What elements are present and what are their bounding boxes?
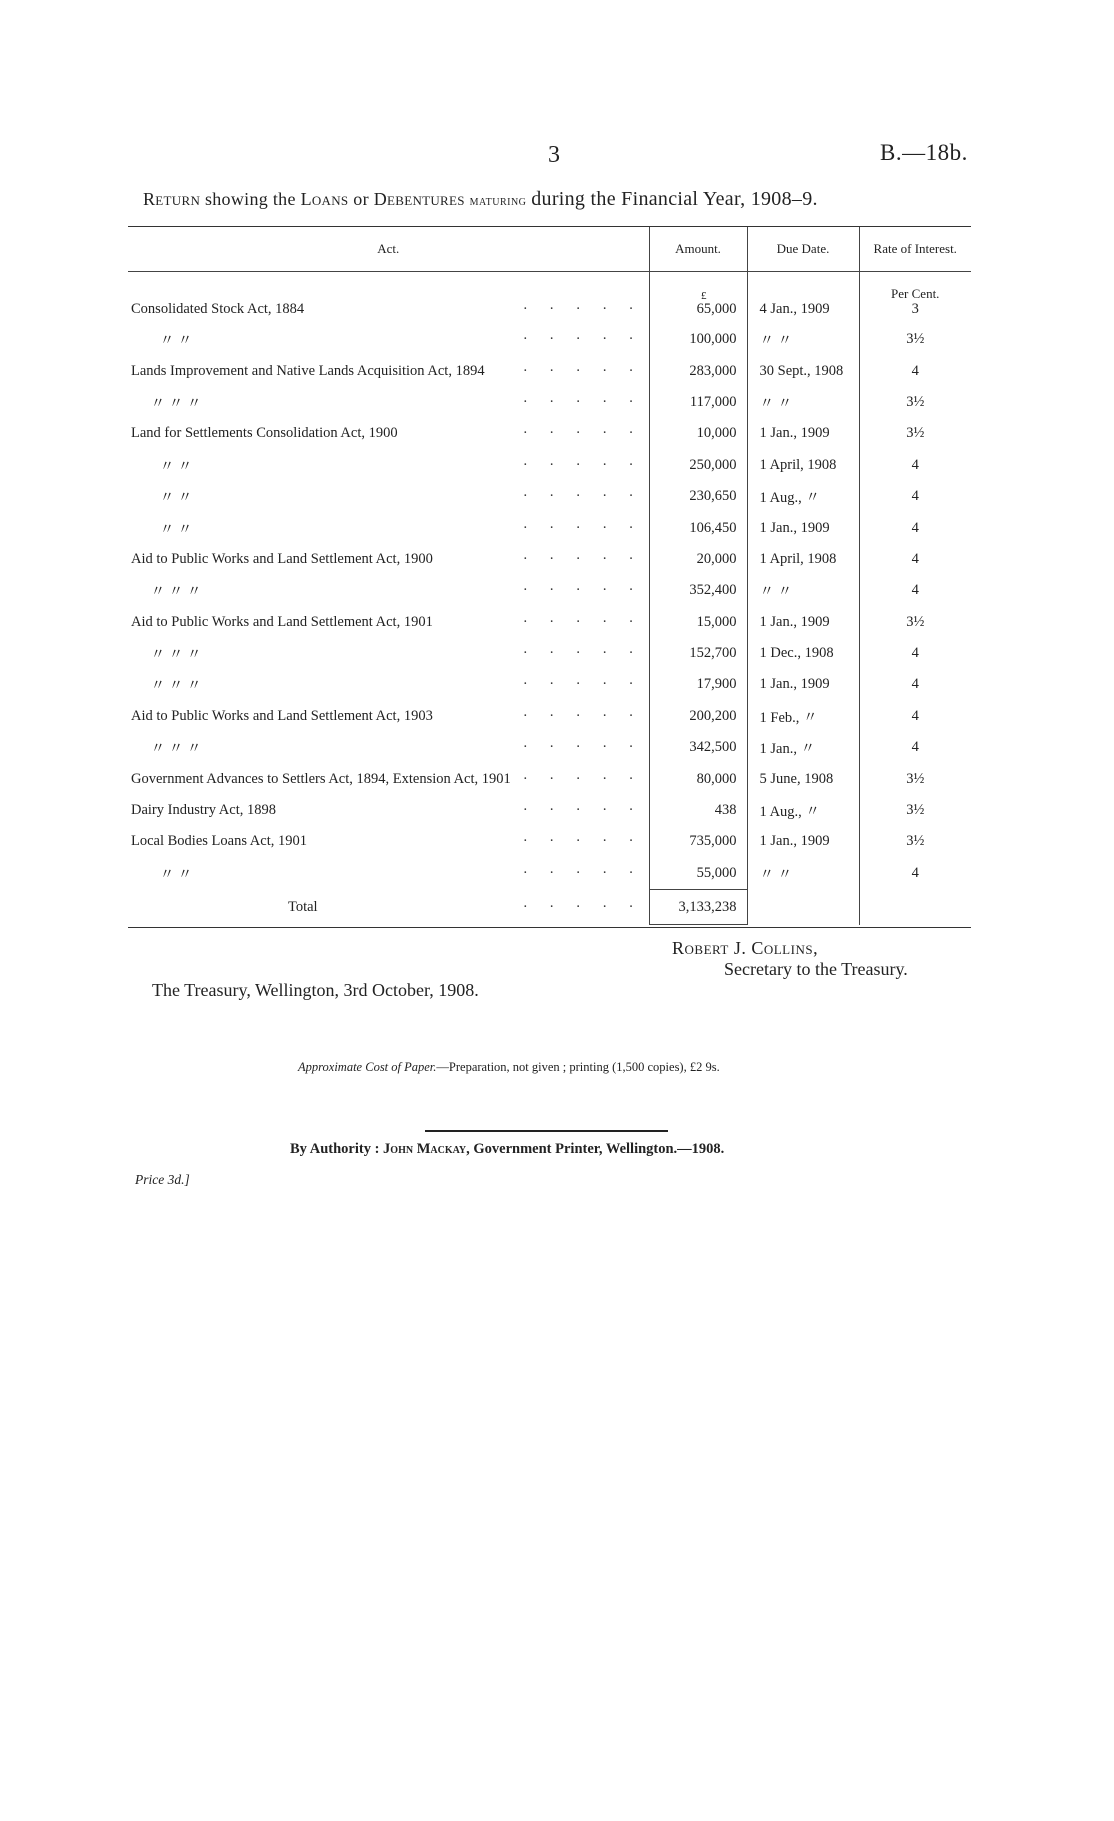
leader-dots: · · · · · — [522, 331, 643, 348]
total-label: Total — [288, 898, 318, 915]
due-date-cell — [747, 826, 859, 857]
amount-value: 65,000 — [696, 301, 737, 317]
amount-cell — [649, 826, 747, 857]
act-cell — [128, 638, 649, 669]
table-row — [128, 795, 971, 826]
table-row — [128, 638, 971, 669]
amount-cell — [649, 795, 747, 826]
rate-cell — [859, 355, 971, 386]
amount-value: 283,000 — [689, 362, 737, 379]
leader-dots: · · · · · — [522, 488, 643, 505]
act-cell — [128, 669, 649, 700]
rate-cell — [859, 826, 971, 857]
act-cell — [128, 607, 649, 638]
act-name: Land for Settlements Consolidation Act, 1900 — [131, 425, 398, 442]
rate-value: 3½ — [906, 331, 925, 348]
rate-value: 3½ — [906, 393, 925, 410]
act-name: 〃 〃 — [159, 867, 193, 884]
rate-unit: Per Cent. — [891, 286, 940, 301]
act-cell — [128, 763, 649, 794]
act-cell — [128, 450, 649, 481]
amount-cell — [649, 355, 747, 386]
amount-value: 106,450 — [689, 519, 737, 536]
rate-cell — [859, 575, 971, 606]
signatory-role: Secretary to the Treasury. — [724, 959, 908, 979]
table-row — [128, 858, 971, 890]
act-name: Local Bodies Loans Act, 1901 — [131, 833, 307, 850]
due-date-cell — [747, 732, 859, 763]
amount-cell — [649, 387, 747, 418]
price: Price 3d.] — [135, 1172, 190, 1187]
rate-value: 4 — [911, 362, 919, 379]
rate-cell — [859, 669, 971, 700]
leader-dots: · · · · · — [522, 550, 643, 567]
rate-cell — [859, 481, 971, 512]
table-row — [128, 481, 971, 512]
act-name: 〃 〃 〃 — [150, 584, 202, 601]
due-date-cell — [747, 512, 859, 543]
rate-value: 4 — [911, 519, 919, 536]
title-word: Return — [143, 189, 201, 209]
rate-cell — [859, 450, 971, 481]
act-cell — [128, 858, 649, 890]
rate-cell — [859, 763, 971, 794]
total-amount: 3,133,238 — [678, 898, 737, 915]
act-name: 〃 〃 — [159, 521, 193, 538]
act-cell — [128, 272, 649, 324]
rate-value: 4 — [911, 582, 919, 599]
due-date-cell — [747, 355, 859, 386]
title-word: or — [353, 189, 369, 209]
rate-cell — [859, 795, 971, 826]
place-date: The Treasury, Wellington, 3rd October, 1908. — [152, 980, 479, 1000]
title-word: showing the — [204, 189, 296, 209]
amount-cell — [649, 858, 747, 890]
rate-value: 3½ — [906, 425, 925, 442]
due-date-value: 〃 〃 — [759, 584, 793, 601]
amount-value: 230,650 — [689, 488, 737, 505]
rate-value: 4 — [911, 488, 919, 505]
amount-value: 250,000 — [689, 456, 737, 473]
act-name: Aid to Public Works and Land Settlement Act, 1901 — [131, 613, 433, 630]
due-date-cell — [747, 544, 859, 575]
due-date-cell — [747, 795, 859, 826]
leader-dots: · · · · · — [522, 582, 643, 599]
table-row — [128, 418, 971, 449]
column-header-amount: Amount. — [649, 227, 747, 272]
leader-dots: · · · · · — [522, 898, 643, 915]
due-date-cell — [747, 418, 859, 449]
amount-cell — [649, 418, 747, 449]
printer-name: John Mackay, — [383, 1141, 470, 1157]
title-word: during the Financial Year, 1908–9. — [531, 188, 818, 210]
leader-dots: · · · · · — [522, 362, 643, 379]
page-number: 3 — [548, 142, 560, 168]
amount-cell — [649, 638, 747, 669]
leader-dots: · · · · · — [522, 833, 643, 850]
due-date-value: 1 Dec., 1908 — [759, 645, 834, 662]
empty-cell — [859, 890, 971, 925]
due-date-value: 1 Jan., 1909 — [759, 613, 830, 630]
due-date-cell — [747, 450, 859, 481]
rate-value: 4 — [911, 676, 919, 693]
due-date-value: 1 Feb., 〃 — [759, 709, 818, 726]
table-row — [128, 575, 971, 606]
amount-cell — [649, 607, 747, 638]
rate-cell — [859, 732, 971, 763]
authority-prefix: By Authority : — [290, 1141, 380, 1157]
due-date-value: 1 Jan., 〃 — [759, 741, 816, 758]
table-row — [128, 512, 971, 543]
table-row — [128, 701, 971, 732]
rate-cell — [859, 272, 971, 324]
act-name: Consolidated Stock Act, 1884 — [131, 301, 305, 317]
table-title — [143, 188, 818, 211]
due-date-value: 30 Sept., 1908 — [759, 362, 844, 379]
due-date-value: 5 June, 1908 — [759, 770, 834, 787]
table-body — [128, 272, 971, 925]
cost-of-paper — [298, 1060, 720, 1075]
table-row — [128, 544, 971, 575]
due-date-cell — [747, 481, 859, 512]
table-bottom-rule — [128, 927, 971, 928]
amount-value: 438 — [714, 802, 737, 819]
column-header-act: Act. — [377, 241, 400, 256]
due-date-value: 1 Jan., 1909 — [759, 425, 830, 442]
rate-cell — [859, 607, 971, 638]
due-date-value: 1 Jan., 1909 — [759, 833, 830, 850]
amount-cell — [649, 669, 747, 700]
due-date-value: 4 Jan., 1909 — [759, 301, 830, 317]
amount-cell — [649, 575, 747, 606]
act-cell — [128, 575, 649, 606]
leader-dots: · · · · · — [522, 739, 643, 756]
due-date-value: 1 Jan., 1909 — [759, 519, 830, 536]
rate-value: 4 — [911, 645, 919, 662]
due-date-value: 1 Aug., 〃 — [759, 490, 820, 507]
due-date-value: 〃 〃 — [759, 395, 793, 412]
due-date-value: 1 Jan., 1909 — [759, 676, 830, 693]
amount-cell — [649, 732, 747, 763]
amount-cell — [649, 544, 747, 575]
act-name: Aid to Public Works and Land Settlement Act, 1903 — [131, 707, 433, 724]
amount-cell — [649, 481, 747, 512]
rate-value: 3½ — [906, 770, 925, 787]
act-name: 〃 〃 — [159, 490, 193, 507]
amount-value: 117,000 — [689, 393, 737, 410]
title-word: Loans — [300, 189, 349, 209]
due-date-value: 1 April, 1908 — [759, 550, 837, 567]
amount-value: 352,400 — [689, 582, 737, 599]
table-row — [128, 826, 971, 857]
due-date-cell — [747, 387, 859, 418]
amount-value: 20,000 — [696, 550, 737, 567]
rate-value: 3½ — [906, 833, 925, 850]
act-name: Dairy Industry Act, 1898 — [131, 802, 276, 819]
due-date-cell — [747, 701, 859, 732]
act-name: Lands Improvement and Native Lands Acquisition Act, 1894 — [131, 362, 485, 379]
act-name: 〃 〃 〃 — [150, 741, 202, 758]
total-row — [128, 890, 971, 925]
rate-value: 4 — [911, 456, 919, 473]
act-cell — [128, 512, 649, 543]
column-header-due-date: Due Date. — [747, 227, 859, 272]
act-cell — [128, 355, 649, 386]
rate-cell — [859, 638, 971, 669]
cost-text: —Preparation, not given ; printing (1,500 copies), £2 9s. — [436, 1060, 720, 1074]
act-cell — [128, 544, 649, 575]
rate-value: 3½ — [906, 613, 925, 630]
act-cell — [128, 387, 649, 418]
table-row — [128, 732, 971, 763]
amount-value: 735,000 — [689, 833, 737, 850]
due-date-cell — [747, 272, 859, 324]
due-date-value: 〃 〃 — [759, 867, 793, 884]
act-cell — [128, 732, 649, 763]
due-date-value: 1 April, 1908 — [759, 456, 837, 473]
table-row — [128, 450, 971, 481]
due-date-cell — [747, 607, 859, 638]
act-name: Government Advances to Settlers Act, 1894, Extension Act, 1901 — [131, 770, 511, 787]
amount-value: 200,200 — [689, 707, 737, 724]
title-word: Debentures — [373, 189, 465, 209]
due-date-value: 〃 〃 — [759, 333, 793, 350]
act-cell — [128, 481, 649, 512]
amount-cell — [649, 272, 747, 324]
amount-value: 152,700 — [689, 645, 737, 662]
act-name: 〃 〃 〃 — [150, 678, 202, 695]
leader-dots: · · · · · — [522, 301, 643, 317]
due-date-cell — [747, 638, 859, 669]
leader-dots: · · · · · — [522, 613, 643, 630]
due-date-value: 1 Aug., 〃 — [759, 804, 820, 821]
amount-value: 100,000 — [689, 331, 737, 348]
act-cell — [128, 418, 649, 449]
table-row — [128, 272, 971, 324]
authority-rule — [425, 1130, 668, 1132]
leader-dots: · · · · · — [522, 456, 643, 473]
table-row — [128, 324, 971, 355]
total-amount-cell — [649, 890, 747, 925]
loans-table-container — [128, 226, 971, 925]
column-header-rate: Rate of Interest. — [859, 227, 971, 272]
amount-value: 10,000 — [696, 425, 737, 442]
authority-suffix: Government Printer, Wellington.—1908. — [473, 1141, 725, 1157]
act-cell — [128, 795, 649, 826]
leader-dots: · · · · · — [522, 865, 643, 882]
rate-value: 4 — [911, 865, 919, 882]
due-date-cell — [747, 763, 859, 794]
leader-dots: · · · · · — [522, 519, 643, 536]
table-row — [128, 763, 971, 794]
amount-value: 80,000 — [696, 770, 737, 787]
act-name: 〃 〃 〃 — [150, 647, 202, 664]
total-label-cell — [128, 890, 649, 925]
due-date-cell — [747, 575, 859, 606]
rate-value: 3½ — [906, 802, 925, 819]
amount-cell — [649, 763, 747, 794]
rate-cell — [859, 701, 971, 732]
rate-cell — [859, 858, 971, 890]
amount-value: 15,000 — [696, 613, 737, 630]
due-date-cell — [747, 669, 859, 700]
rate-value: 4 — [911, 739, 919, 756]
rate-cell — [859, 512, 971, 543]
leader-dots: · · · · · — [522, 707, 643, 724]
document-code: B.—18b. — [880, 140, 968, 165]
due-date-cell — [747, 324, 859, 355]
amount-cell — [649, 324, 747, 355]
rate-value: 3 — [911, 301, 919, 317]
title-word: maturing — [469, 194, 527, 209]
act-cell — [128, 324, 649, 355]
signatory-block — [672, 938, 908, 980]
rate-value: 4 — [911, 550, 919, 567]
signatory-name: Robert J. Collins, — [672, 938, 819, 958]
leader-dots: · · · · · — [522, 770, 643, 787]
act-name: Aid to Public Works and Land Settlement Act, 1900 — [131, 550, 433, 567]
empty-cell — [747, 890, 859, 925]
table-header-row — [128, 227, 971, 272]
printer-authority — [290, 1141, 724, 1158]
table-row — [128, 355, 971, 386]
currency-symbol: £ — [701, 290, 707, 302]
act-name: 〃 〃 〃 — [150, 395, 202, 412]
act-name: 〃 〃 — [159, 458, 193, 475]
leader-dots: · · · · · — [522, 802, 643, 819]
rate-cell — [859, 324, 971, 355]
amount-value: 342,500 — [689, 739, 737, 756]
leader-dots: · · · · · — [522, 393, 643, 410]
rate-value: 4 — [911, 707, 919, 724]
table-row — [128, 387, 971, 418]
act-cell — [128, 826, 649, 857]
amount-cell — [649, 701, 747, 732]
amount-value: 17,900 — [696, 676, 737, 693]
table-row — [128, 669, 971, 700]
leader-dots: · · · · · — [522, 645, 643, 662]
amount-value: 55,000 — [696, 864, 737, 881]
rate-cell — [859, 418, 971, 449]
amount-cell — [649, 450, 747, 481]
leader-dots: · · · · · — [522, 425, 643, 442]
cost-label: Approximate Cost of Paper. — [298, 1060, 437, 1074]
amount-cell — [649, 512, 747, 543]
table-row — [128, 607, 971, 638]
rate-cell — [859, 544, 971, 575]
act-cell — [128, 701, 649, 732]
due-date-cell — [747, 858, 859, 890]
rate-cell — [859, 387, 971, 418]
act-name: 〃 〃 — [159, 333, 193, 350]
leader-dots: · · · · · — [522, 676, 643, 693]
loans-table — [128, 227, 971, 925]
